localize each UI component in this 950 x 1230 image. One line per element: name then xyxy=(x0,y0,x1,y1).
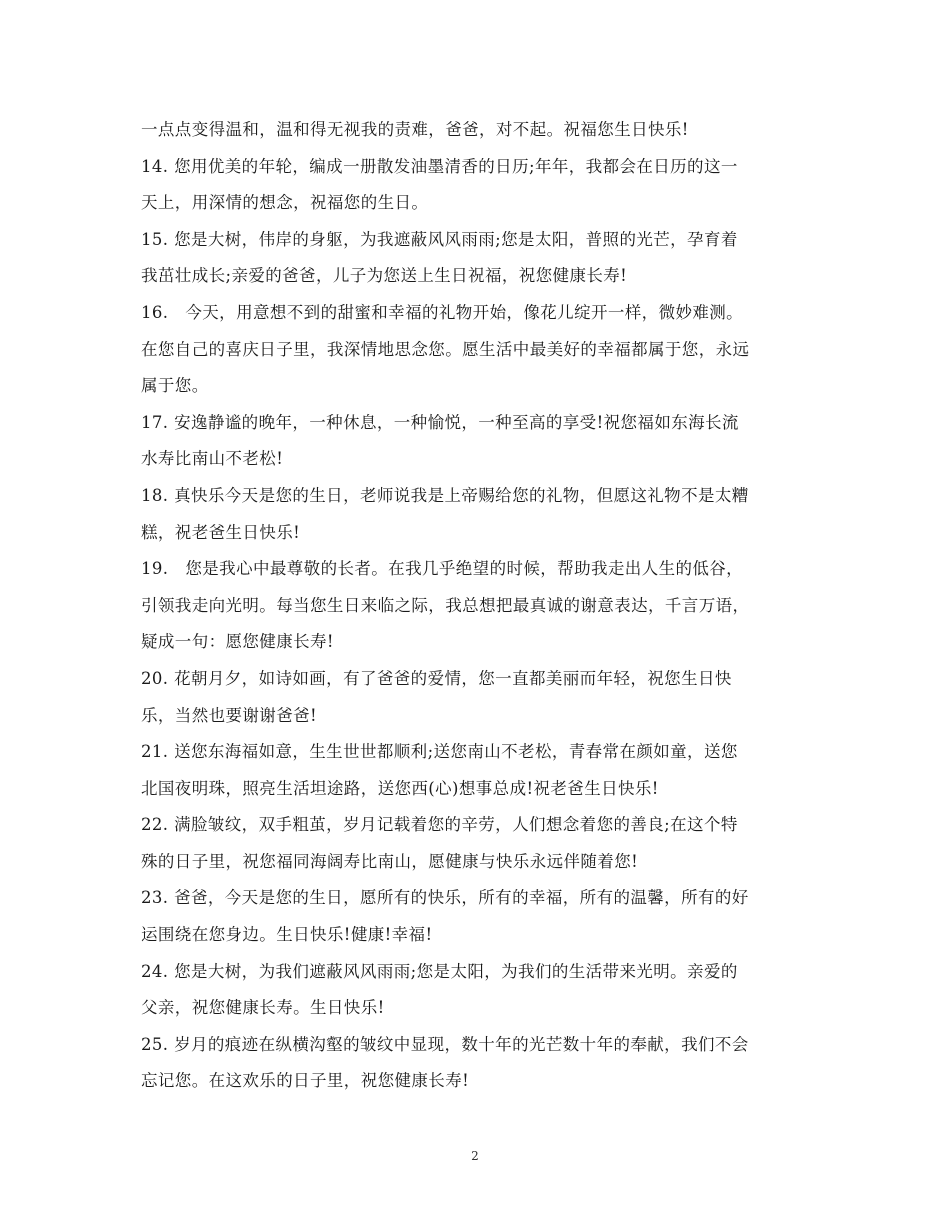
text-line: 在您自己的喜庆日子里，我深情地思念您。愿生活中最美好的幸福都属于您，永远 xyxy=(141,339,750,359)
text-line: 24. 您是大树，为我们遮蔽风风雨雨;您是太阳，为我们的生活带来光明。亲爱的 xyxy=(141,961,738,981)
text-line: 属于您。 xyxy=(141,376,209,396)
text-line: 天上，用深情的想念，祝福您的生日。 xyxy=(141,193,429,213)
text-line: 殊的日子里，祝您福同海阔寿比南山，愿健康与快乐永远伴随着您! xyxy=(141,851,639,871)
text-line: 22. 满脸皱纹，双手粗茧，岁月记载着您的辛劳，人们想念着您的善良;在这个特 xyxy=(141,815,738,835)
text-line: 21. 送您东海福如意，生生世世都顺利;送您南山不老松，青春常在颜如童，送您 xyxy=(141,742,738,762)
text-line: 15. 您是大树，伟岸的身躯，为我遮蔽风风雨雨;您是太阳，普照的光芒，孕育着 xyxy=(141,229,738,249)
text-line: 糕，祝老爸生日快乐! xyxy=(141,522,301,542)
text-line: 一点点变得温和，温和得无视我的责难，爸爸，对不起。祝福您生日快乐! xyxy=(141,120,689,139)
text-line: 14. 您用优美的年轮，编成一册散发油墨清香的日历;年年，我都会在日历的这一 xyxy=(141,156,738,176)
text-line: 乐，当然也要谢谢爸爸! xyxy=(141,705,318,725)
text-line: 引领我走向光明。每当您生日来临之际，我总想把最真诚的谢意表达，千言万语， xyxy=(141,595,750,615)
text-line: 北国夜明珠，照亮生活坦途路，送您西(心)想事总成!祝老爸生日快乐! xyxy=(141,778,659,798)
page-number: 2 xyxy=(471,1149,479,1163)
text-line: 23. 爸爸，今天是您的生日，愿所有的快乐，所有的幸福，所有的温馨，所有的好 xyxy=(141,888,749,908)
text-line: 25. 岁月的痕迹在纵横沟壑的皱纹中显现，数十年的光芒数十年的奉献，我们不会 xyxy=(141,1034,749,1054)
text-line: 19. 您是我心中最尊敬的长者。在我几乎绝望的时候，帮助我走出人生的低谷， xyxy=(141,559,744,579)
body-text xyxy=(141,112,813,1100)
text-line: 我茁壮成长;亲爱的爸爸，儿子为您送上生日祝福，祝您健康长寿! xyxy=(141,266,628,286)
text-line: 运围绕在您身边。生日快乐!健康!幸福! xyxy=(141,925,433,945)
text-line: 18. 真快乐今天是您的生日，老师说我是上帝赐给您的礼物，但愿这礼物不是太糟 xyxy=(141,485,749,505)
text-line: 疑成一句：愿您健康长寿! xyxy=(141,632,334,652)
text-line: 父亲，祝您健康长寿。生日快乐! xyxy=(141,998,385,1018)
text-line: 水寿比南山不老松! xyxy=(141,449,284,469)
text-line: 16. 今天，用意想不到的甜蜜和幸福的礼物开始，像花儿绽开一样，微妙难测。 xyxy=(141,302,744,322)
text-line: 忘记您。在这欢乐的日子里，祝您健康长寿! xyxy=(141,1071,470,1091)
text-line: 17. 安逸静谧的晚年，一种休息，一种愉悦，一种至高的享受!祝您福如东海长流 xyxy=(141,412,739,432)
text-line: 20. 花朝月夕，如诗如画，有了爸爸的爱情，您一直都美丽而年轻，祝您生日快 xyxy=(141,668,732,688)
